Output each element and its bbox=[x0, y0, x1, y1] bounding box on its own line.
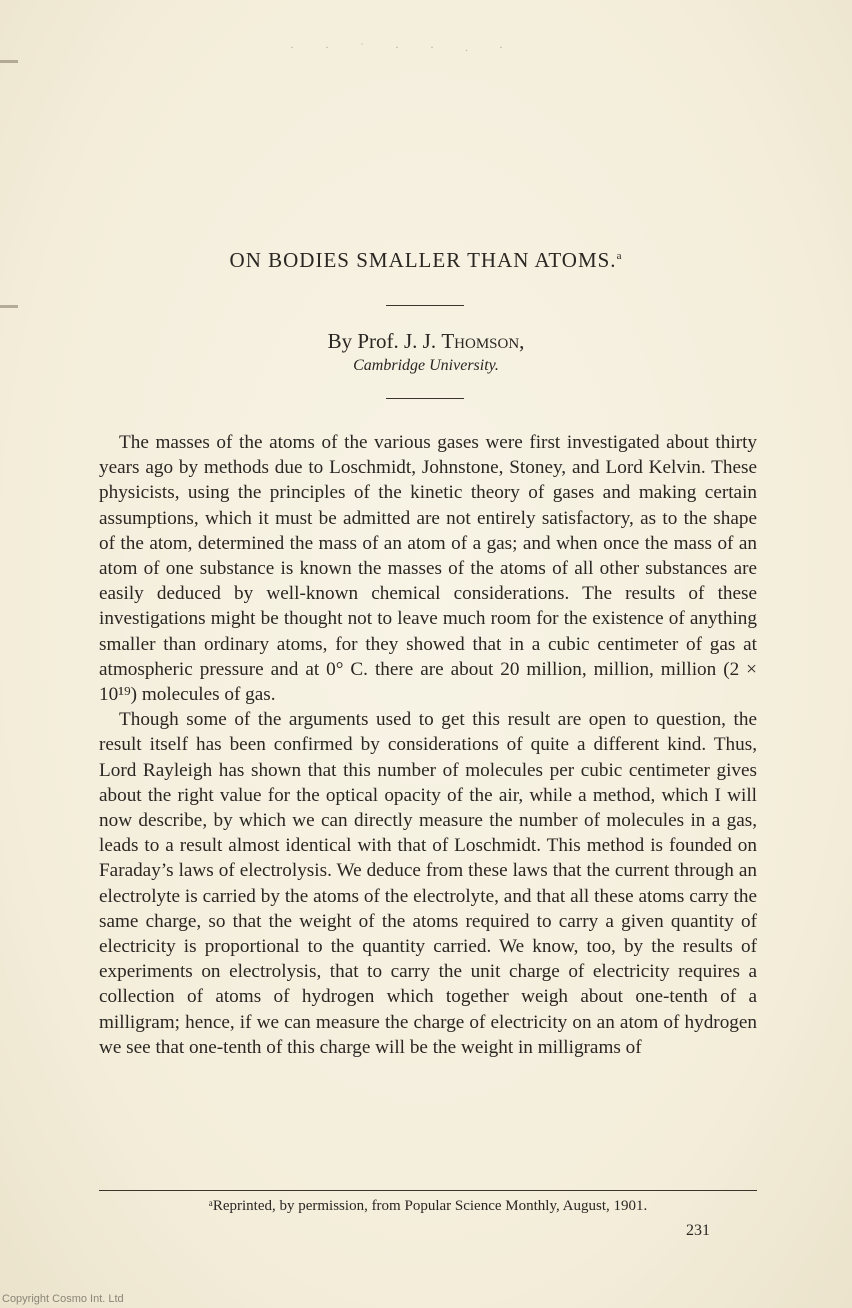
byline-rule bbox=[386, 398, 464, 399]
author-name: Thomson, bbox=[441, 329, 525, 353]
scan-noise: · · ˙ · · . · bbox=[290, 40, 517, 54]
author-affiliation: Cambridge University. bbox=[353, 357, 499, 374]
footnote: ᵃReprinted, by permission, from Popular Science Monthly, August, 1901. bbox=[208, 1198, 648, 1214]
copyright-watermark: Copyright Cosmo Int. Ltd bbox=[2, 1293, 124, 1305]
article-title: ON BODIES SMALLER THAN ATOMS.$^a$ bbox=[229, 248, 623, 272]
paragraph: The masses of the atoms of the various gases were first investigated about thirty years ago by methods due to Loschmidt, Johnstone, Stoney, and Lord Kelvin. These physicists, using the principles of the kinetic theory of gases and making certain assumptions, which it must be admitted are not entirely satisfactory, as to the shape of the atom, determined the mass of an atom of a gas; and when once the mass of an atom of one substance is known the masses of the atoms of all other substances are easily deduced by well-known chemical considerations. The results of these investigations might be thought not to leave much room for the existence of anything smaller than ordinary atoms, for they showed that in a cubic centimeter of gas at atmospheric pressure and at 0° C. there are about 20 million, million, million (2 × 10¹⁹) molecules of gas. bbox=[99, 432, 757, 706]
title-footnote-mark: a bbox=[616, 250, 623, 262]
scan-edge-mark bbox=[0, 60, 18, 63]
title-rule bbox=[386, 305, 464, 306]
scan-edge-mark bbox=[0, 305, 18, 308]
page-number: 231 bbox=[686, 1222, 710, 1239]
article-body bbox=[99, 430, 757, 1060]
paragraph: Though some of the arguments used to get this result are open to question, the result itself has been confirmed by considerations of quite a different kind. Thus, Lord Rayleigh has shown that this number of molecules per cubic centimeter gives about the right value for the optical opacity of the air, while a method, which I will now describe, by which we can directly measure the number of molecules in a gas, leads to a result almost identical with that of Loschmidt. This method is founded on Faraday’s laws of electrolysis. We deduce from these laws that the current through an electrolyte is carried by the atoms of the electrolyte, and that all these atoms carry the same charge, so that the weight of the atoms required to carry a given quantity of electricity is proportional to the quantity carried. We know, too, by the results of experiments on electrolysis, that to carry the unit charge of electricity requires a collection of atoms of hydrogen which together weigh about one-tenth of a milligram; hence, if we can measure the charge of electricity on an atom of hydrogen we see that one-tenth of this charge will be the weight in milligrams of bbox=[99, 709, 757, 1058]
byline: By Prof. J. J. Thomson, bbox=[327, 329, 525, 353]
footnote-rule bbox=[99, 1190, 757, 1191]
